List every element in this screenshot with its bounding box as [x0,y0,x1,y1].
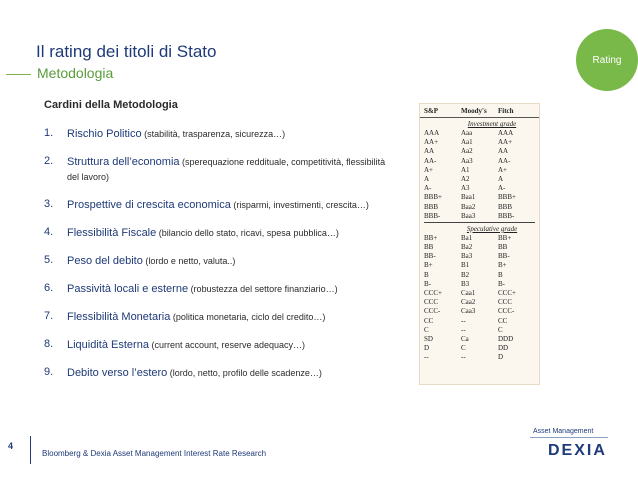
rating-cell: A [498,174,504,183]
item-text [67,254,397,269]
rating-cell: DDD [498,334,514,343]
logo-tagline: Asset Management [533,428,594,435]
rating-cell: Ba3 [461,252,473,261]
item-text [67,155,397,185]
rating-cell: BB [424,243,434,252]
logo-rule [530,437,608,438]
rating-cell: -- [461,325,466,334]
list-item [37,310,397,325]
item-number: 1. [44,127,54,139]
rating-row [420,175,539,184]
rating-cell: CCC [424,298,439,307]
item-main: Struttura dell’economia [67,156,180,168]
rating-cell: Caa3 [461,307,476,316]
item-detail: (lordo e netto, valuta..) [142,256,236,266]
rating-cell: C [461,344,466,353]
item-detail: (bilancio dello stato, ricavi, spesa pubblica…) [156,228,339,238]
rating-row [420,353,539,362]
rating-row [420,289,539,298]
dexia-logo [530,428,610,464]
rating-cell: AAA [424,129,440,137]
rating-cell: AA [498,147,509,156]
list-item [37,282,397,297]
rating-row [420,335,539,344]
methodology-section [37,99,397,394]
rating-cell: A [424,174,430,183]
item-detail: (sperequazione reddituale, competitività, flessibilità del lavoro) [67,157,386,182]
logo-wordmark: DEXIA [548,442,607,459]
rating-cell: BB- [424,252,436,261]
item-number: 6. [44,282,54,294]
rating-cell: B- [498,279,505,288]
rating-cell: B1 [461,261,470,270]
rating-cell: AA [424,147,435,156]
rating-cell: CCC+ [424,289,442,297]
rating-row [420,203,539,212]
rating-cell: -- [424,353,429,362]
rating-cell: BB+ [498,233,512,242]
section-heading: Cardini della Metodologia [44,99,178,111]
rating-row [420,166,539,175]
rating-row [420,317,539,326]
item-text [67,198,397,213]
list-item [37,127,397,142]
item-detail: (stabilità, trasparenza, sicurezza…) [141,129,286,139]
item-number: 9. [44,366,54,378]
rating-cell: AA- [424,156,437,165]
item-number: 5. [44,254,54,266]
footer-divider [30,436,31,464]
rating-row [420,147,539,156]
rating-cell: -- [461,316,466,325]
list-item [37,155,397,185]
rating-scale-table [419,103,540,385]
rating-cell: BBB [498,202,513,211]
rating-cell: Ca [461,334,469,343]
grade-separator [424,222,535,223]
rating-cell: CCC [498,298,513,307]
rating-cell: Aaa [461,129,473,137]
item-detail: (risparmi, investimenti, crescita…) [230,200,369,210]
item-text [67,366,397,381]
rating-cell: AA- [498,156,511,165]
rating-cell: Baa3 [461,211,476,220]
item-detail: (robustezza del settore finanziario…) [188,284,338,294]
list-item [37,338,397,353]
investment-grade-label: Investment grade [467,120,517,128]
rating-cell: A+ [424,165,434,174]
rating-cell: Aa3 [461,156,473,165]
item-detail: (lordo, netto, profilo delle scadenze…) [167,368,322,378]
rating-cell: A+ [498,165,508,174]
rating-cell: A- [498,184,506,193]
rating-cell: Aa1 [461,138,473,147]
rating-cell: CCC+ [498,289,516,297]
rating-cell: CC [424,316,434,325]
rating-row [420,326,539,335]
item-main: Flessibilità Fiscale [67,227,157,239]
rating-cell: CCC- [424,307,441,316]
rating-cell: C [498,325,503,334]
rating-row [420,298,539,307]
rating-cell: Aa2 [461,147,473,156]
rating-cell: Ba1 [461,233,473,242]
footer-source: Bloomberg & Dexia Asset Management Interest Rate Research [42,449,267,458]
rating-cell: B [498,270,503,279]
list-item [37,254,397,269]
item-detail: (current account, reserve adequacy…) [148,340,306,350]
item-number: 3. [44,198,54,210]
rating-cell: B+ [424,261,433,270]
rating-row [420,157,539,166]
rating-cell: BBB [424,202,439,211]
rating-cell: Baa2 [461,202,476,211]
rating-cell: A2 [461,174,470,183]
page-subtitle: Metodologia [37,65,114,81]
page-number: 4 [8,441,14,451]
rating-row [420,129,539,138]
item-main: Flessibilità Monetaria [67,311,171,323]
item-main: Prospettive di crescita economica [67,199,231,211]
section-badge: Rating [576,29,638,91]
subtitle-accent-line [6,74,31,75]
rating-row [420,243,539,252]
rating-row [420,271,539,280]
item-number: 7. [44,310,54,322]
rating-cell: BBB- [424,211,441,220]
rating-row [420,344,539,353]
item-detail: (politica monetaria, ciclo del credito…) [170,312,326,322]
item-number: 4. [44,226,54,238]
rating-cell: B3 [461,279,470,288]
column-sp: S&P [424,107,438,115]
speculative-grade-label: Speculative grade [466,224,518,233]
rating-cell: B2 [461,270,470,279]
item-number: 2. [44,155,54,167]
rating-cell: BBB+ [424,193,442,202]
rating-cell: Caa2 [461,298,476,307]
list-item [37,366,397,381]
rating-cell: -- [461,353,466,362]
rating-cell: BB+ [424,233,438,242]
rating-row [420,184,539,193]
item-text [67,127,397,142]
rating-cell: CCC- [498,307,515,316]
rating-cell: B+ [498,261,507,270]
item-number: 8. [44,338,54,350]
rating-cell: Caa1 [461,289,476,297]
rating-cell: AAA [498,129,514,137]
rating-cell: BBB- [498,211,515,220]
methodology-list [37,127,397,381]
rating-cell: DD [498,344,509,353]
rating-cell: D [498,353,504,362]
item-text [67,310,397,325]
speculative-grade-rows [420,234,539,363]
rating-table-header [420,104,539,118]
item-text [67,282,397,297]
rating-cell: C [424,325,429,334]
investment-grade-rows [420,129,539,221]
item-text [67,338,397,353]
rating-cell: BB- [498,252,510,261]
item-main: Rischio Politico [67,128,142,140]
list-item [37,198,397,213]
rating-row [420,234,539,243]
column-moodys: Moody's [461,107,487,115]
rating-cell: B [424,270,429,279]
rating-cell: A1 [461,165,470,174]
item-text [67,226,397,241]
rating-row [420,138,539,147]
rating-cell: A- [424,184,432,193]
rating-cell: BBB+ [498,193,516,202]
rating-row [420,280,539,289]
rating-row [420,307,539,316]
rating-cell: SD [424,334,433,343]
rating-row [420,261,539,270]
rating-cell: Baa1 [461,193,476,202]
rating-row [420,252,539,261]
list-item [37,226,397,241]
page-title: Il rating dei titoli di Stato [36,42,217,61]
rating-cell: D [424,344,430,353]
item-main: Peso del debito [67,255,143,267]
rating-row [420,212,539,221]
rating-cell: AA+ [498,138,513,147]
rating-cell: B- [424,279,431,288]
rating-cell: BB [498,243,508,252]
rating-cell: AA+ [424,138,439,147]
rating-row [420,193,539,202]
rating-cell: CC [498,316,508,325]
rating-cell: A3 [461,184,470,193]
item-main: Passività locali e esterne [67,283,189,295]
item-main: Debito verso l’estero [67,367,168,379]
rating-cell: Ba2 [461,243,473,252]
column-fitch: Fitch [498,107,514,115]
item-main: Liquidità Esterna [67,339,149,351]
